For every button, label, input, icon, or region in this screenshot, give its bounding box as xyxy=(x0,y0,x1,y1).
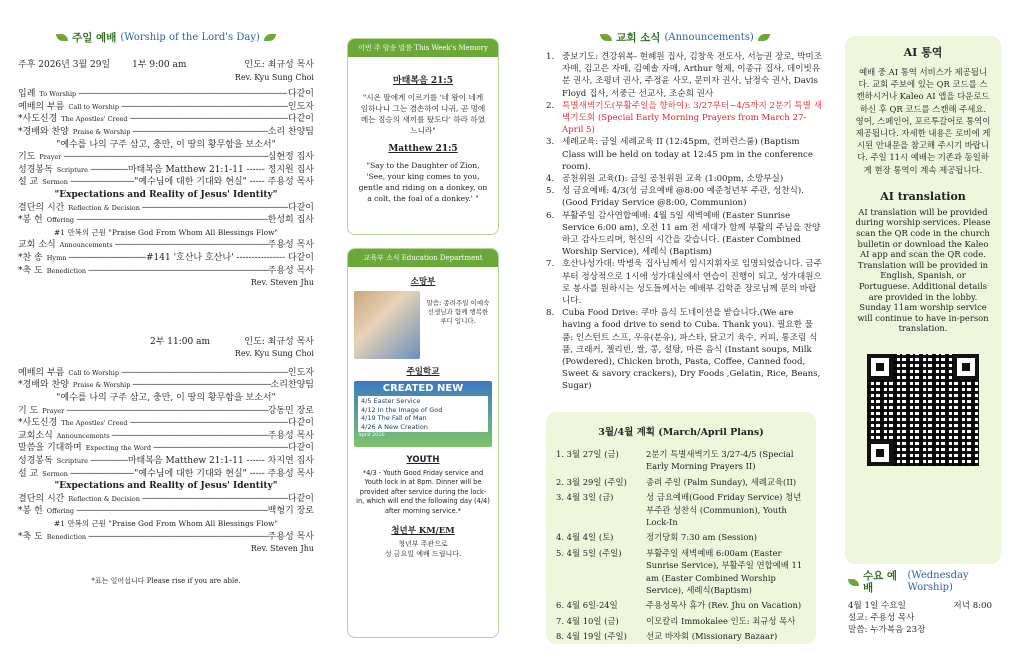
program-label-en: Sermon xyxy=(42,178,68,187)
poster-items xyxy=(358,396,488,432)
announcements-title-ko: 교회 소식 xyxy=(616,32,661,44)
announcement-text: 공천위원 교육(I): 금일 공천위원 교육 (1:00pm, 소망부실) xyxy=(562,174,784,185)
education-header: 교육부 소식 Education Department xyxy=(348,249,498,267)
program-rows xyxy=(18,202,314,227)
program-label-en: Offering xyxy=(46,507,75,516)
benediction-en: Rev. Steven Jhu xyxy=(250,544,314,554)
plan-date: 6. 4월 6일-24일 xyxy=(556,600,618,611)
program-label: *찬 송 xyxy=(18,252,43,263)
plans-panel xyxy=(546,412,816,644)
program-label-en: To Worship xyxy=(39,90,77,99)
program-person: 다같이 xyxy=(287,202,314,213)
program-label: *축 도 xyxy=(18,531,43,542)
program-person: 심현정 집사 xyxy=(267,152,314,163)
program-label-en: Benediction xyxy=(46,532,87,541)
wednesday-preacher: 설교: 주용성 목사 xyxy=(848,613,915,623)
announcements-list xyxy=(546,51,824,393)
program-person: 한성희 집사 xyxy=(267,215,314,226)
program-row xyxy=(18,455,314,468)
plan-date: 4. 4월 4일 (토) xyxy=(556,532,614,543)
program-row xyxy=(18,176,314,189)
benediction-en: Rev. Steven Jhu xyxy=(250,278,314,288)
program-label-en: Praise & Worship xyxy=(72,381,131,390)
leader-dots xyxy=(142,202,288,215)
program-row xyxy=(18,265,314,278)
plan-text: 부활주일 새벽예배 6:00am (Easter Sunrise Service), 부활주일 연합예배 11 am (Easter Combined Worship Service), 세례식(Baptism) xyxy=(646,547,803,596)
qr-code[interactable] xyxy=(867,354,979,466)
program-person: 다같이 xyxy=(287,418,314,429)
program-label: 결단의 시간 xyxy=(18,202,65,213)
program-row xyxy=(18,126,314,139)
ai-text-en: AI translation will be provided during worship services. Please scan the QR code in the church bulletin or download the Kaleo AI app and scan the QR code. Translation will be provided in English, Spanish, or Portuguese. Additional details are provided in the lobby. Sunday 11am worship service will continue to have in-person translation. xyxy=(855,206,991,334)
announcement-text: 세례교육: 금일 세례교육 II (12:45pm, 컨퍼런스룸) (Baptism Class will be held on today at 12:45 pm in the conference room). xyxy=(562,137,813,172)
program-person: 인도자 xyxy=(287,367,314,378)
worship-header xyxy=(18,30,314,45)
program-person: 다같이 xyxy=(287,114,314,125)
program-label-en: Announcements xyxy=(59,241,113,250)
plan-text: 종려 주일 (Palm Sunday), 세례교육(II) xyxy=(646,476,797,487)
memory-verse-card xyxy=(347,38,499,235)
leaf-icon xyxy=(758,34,770,41)
service-leader-en: Rev. Kyu Sung Choi xyxy=(234,72,314,82)
announcement-text: Cuba Food Drive: 쿠바 음식 도네이션을 받습니다.(We are having a food drive to send to Cuba. Thank you). 필요한 물품: 인스턴트 스프, 우유(분유), 파스타, 닭고기 육수, 커피, 통조림 식품, 크래커, 젤리빈, 쌀, 콩, 설탕, 마른 음식 (Instant soups, Milk (Powdered), Chicken broth, Pasta, Coffee, Canned food, Sweet & savory crackers), Dry Foods ,Gelatin, Rice, Beans, Sugar) xyxy=(562,308,821,392)
wednesday-header xyxy=(848,570,1008,594)
program-label: 예배의 부름 xyxy=(18,101,65,112)
ai-text-ko: 예배 중 AI 통역 서비스가 제공됩니다. 교회 주보에 있는 QR 코드를 스캔하시거나 Kaleo AI 앱을 다운로드하신 후 QR 코드를 스캔해 주세요. 영어, 스페인어, 포르투갈어로 통역이 제공됩니다. 자세한 내용은 로비에 게시된 안내문을 참고해 주시기 바랍니다. 주일 11시 예배는 기존과 동일하게 현장 통역이 계속 제공됩니다. xyxy=(855,67,991,175)
program-label: *봉 헌 xyxy=(18,215,43,226)
announcement-item xyxy=(546,307,824,392)
program-label: 교회소식 xyxy=(18,430,53,441)
program-label: *경배와 찬양 xyxy=(18,126,69,137)
program-label: 기 도 xyxy=(18,405,39,416)
announcement-number: 7. xyxy=(546,259,555,270)
plan-item xyxy=(556,547,806,597)
program-label: 입례 xyxy=(18,89,36,100)
program-person: 다같이 xyxy=(287,493,314,504)
poster-item: 4/5 Easter Service xyxy=(361,397,421,405)
offering-song: #1 만복의 근원 "Praise God From Whom All Blessings Flow" xyxy=(54,227,278,237)
education-card xyxy=(347,248,499,638)
plan-item xyxy=(556,491,806,528)
program-rows xyxy=(18,405,314,481)
announcement-number: 8. xyxy=(546,308,555,319)
program-label: *축 도 xyxy=(18,265,43,276)
leader-dots xyxy=(153,442,288,455)
program-row xyxy=(18,531,314,544)
worship-column xyxy=(18,30,314,650)
plan-text: 선교 바자회 (Missionary Bazaar) xyxy=(646,631,778,642)
program-row xyxy=(18,417,314,430)
wednesday-time: 저녁 8:00 xyxy=(953,601,992,611)
plans-title: 3월/4월 계획 (March/April Plans) xyxy=(598,427,764,438)
verse-text-en: "Say to the Daughter of Zion, 'See, your king comes to you, gentle and riding on a donkey, on a colt, the foal of a donkey.' " xyxy=(358,161,488,203)
youth-title: YOUTH xyxy=(406,455,440,465)
program-row xyxy=(18,239,314,252)
worship-song: "예수를 나의 구주 삼고, 충만, 이 땅의 황무함을 보소서" xyxy=(56,139,276,150)
program-label-en: Announcements xyxy=(56,431,110,440)
program-label-en: Hymn xyxy=(46,253,67,262)
program-row xyxy=(18,468,314,481)
program-row xyxy=(18,113,314,126)
program-label-en: The Apostles' Creed xyxy=(61,419,128,428)
poster-title: CREATED NEW xyxy=(382,383,464,394)
program-person: 주용성 목사 xyxy=(267,430,314,441)
program-person: 백형기 장로 xyxy=(267,506,314,517)
sunday-school-title: 주일학교 xyxy=(406,367,440,377)
program-row xyxy=(18,367,314,380)
announcements-column xyxy=(546,30,824,393)
service-date: 주후 2026년 3월 29일 xyxy=(18,60,111,70)
leader-dots xyxy=(88,531,268,544)
leader-dots xyxy=(88,265,268,278)
plan-date: 3. 4월 3일 (금) xyxy=(556,492,614,503)
leader-dots xyxy=(121,367,288,380)
somang-block xyxy=(348,287,498,359)
program-label-en: Sermon xyxy=(42,469,68,478)
announcement-number: 4. xyxy=(546,174,555,185)
poster-item: 4/19 The Fall of Man xyxy=(361,414,427,423)
wednesday-scripture: 말씀: 누가복음 23장 xyxy=(848,625,926,635)
program-person: 소리 찬양팀 xyxy=(267,126,314,137)
poster-footer: April 2026 xyxy=(358,432,385,439)
program-person: 주용성 목사 xyxy=(267,265,314,276)
program-rows xyxy=(18,367,314,392)
announcement-text: 호산나성가대: 박병욱 집사님께서 임시지휘자로 임명되었습니다. 금주부터 정상적으로 1시에 성가대실에서 연습이 진행이 되고, 성가대원으로 봉사를 원하시는 성도들께서는 예배부 김학준 장로님께 문의 바랍니다. xyxy=(562,259,823,307)
plan-date: 5. 4월 5일 (주일) xyxy=(556,547,622,558)
program-person: 마태복음 Matthew 21:1-11 ------ 정지원 집사 xyxy=(127,164,314,175)
program-label: 결단의 시간 xyxy=(18,493,65,504)
plan-date: 2. 3월 29일 (주일) xyxy=(556,476,627,487)
youth-text: *4/3 - Youth Good Friday service and Youth lock in at 8pm. Dinner will be provided after service during the lock-in, which will end the following day (4/4) after morning service.* xyxy=(356,469,490,515)
leader-dots xyxy=(68,252,146,265)
announcements-header xyxy=(546,30,824,45)
program-label-en: Scripture xyxy=(56,457,88,466)
announcement-text: 중보기도: 견강위복- 현혜원 집사, 김창욱 전도사, 서능권 장로, 박미조 자매, 김고은 자매, 김예솔 자매, Arthur 형제, 이종규 집사, 데이빗유분 권사, 조평녀 권사, 주정윤 사모, 문미자 권사, 남정숙 권사, Davis Floyd 집사, 서중근 선교사, 조순희 권사 xyxy=(562,52,822,99)
plan-text: 주용성목사 휴가 (Rev. Jhu on Vacation) xyxy=(646,600,802,611)
leader-dots xyxy=(66,405,267,418)
wednesday-title-ko: 수요 예배 xyxy=(862,570,898,594)
worship-title-en: (Worship of the Lord's Day) xyxy=(120,32,260,43)
plan-date: 8. 4월 19일 (주일) xyxy=(556,631,627,642)
plans-list xyxy=(546,438,816,643)
program-label-en: Expecting the Word xyxy=(85,444,152,453)
program-label-en: Scripture xyxy=(56,165,88,174)
announcement-text: 특별새벽기도(부활주일을 향하여): 3/27부터~4/5까지 2분기 특별 새벽기도회 (Special Early Morning Prayers from March 27-April 5) xyxy=(562,100,822,136)
program-label: 교회 소식 xyxy=(18,240,56,251)
program-person: "예수님에 대한 기대와 현실" ----- 주용성 목사 xyxy=(134,468,314,479)
program-label: *봉 헌 xyxy=(18,506,43,517)
announcement-item xyxy=(546,185,824,209)
program-row xyxy=(18,151,314,164)
leader-dots xyxy=(115,239,268,252)
program-row xyxy=(18,252,314,265)
ai-title-en: AI translation xyxy=(880,189,966,203)
somang-photo xyxy=(354,291,420,359)
program-label: *사도신경 xyxy=(18,114,58,125)
wednesday-block xyxy=(848,570,1008,636)
leader-dots xyxy=(76,214,268,227)
service-time: 2부 11:00 am xyxy=(150,336,210,347)
program-label: *경배와 찬양 xyxy=(18,380,69,391)
program-row xyxy=(18,505,314,518)
program-label-en: Benediction xyxy=(46,266,87,275)
service-time: 1부 9:00 am xyxy=(132,60,187,70)
first-service-line xyxy=(18,59,314,72)
announcement-item xyxy=(546,51,824,100)
sermon-title-en: "Expectations and Reality of Jesus' Identity" xyxy=(54,189,278,200)
plan-text: 성 금요예배(Good Friday Service) 청년부주관 성찬식 (Communion), Youth Lock-In xyxy=(646,492,802,528)
leader-dots xyxy=(70,468,134,481)
plan-date: 1. 3월 27일 (금) xyxy=(556,449,619,459)
program-rows xyxy=(18,151,314,189)
program-rows xyxy=(18,88,314,138)
program-row xyxy=(18,430,314,443)
program-label-en: Call to Worship xyxy=(68,368,120,377)
program-person: #141 '호산나 호산나' ---------------- 다같이 xyxy=(145,252,314,263)
verse-text-ko: "시온 딸에게 이르기를 '네 왕이 네게 임하나니 그는 겸손하여 나귀, 곧 멍에 메는 짐승의 새끼를 탔도다' 하라 하였느니라" xyxy=(360,93,486,135)
qr-finder xyxy=(953,354,979,380)
leader-dots xyxy=(112,430,268,443)
leader-dots xyxy=(90,164,128,177)
leader-dots xyxy=(142,493,288,506)
service-leader-en: Rev. Kyu Sung Choi xyxy=(234,349,314,359)
program-label-en: Reflection & Decision xyxy=(68,494,140,503)
announcement-item xyxy=(546,136,824,173)
program-label-en: The Apostles' Creed xyxy=(61,115,128,124)
qr-finder xyxy=(867,354,893,380)
leader-dots xyxy=(78,88,288,101)
leader-dots xyxy=(121,101,288,114)
somang-text: 말씀: 종려주일 이예숙 선생님과 함께 행복한 루디 입니다. xyxy=(426,299,490,325)
plan-text: 2분기 특별새벽기도 3/27-4/5 (Special Early Morning Prayers II) xyxy=(646,449,794,472)
plan-item xyxy=(556,630,806,642)
program-row xyxy=(18,164,314,177)
program-person: 주용성 목사 xyxy=(267,240,314,251)
program-row xyxy=(18,379,314,392)
km-em-text-1: 청년부 주관으로 xyxy=(398,540,448,549)
plan-item xyxy=(556,615,806,627)
program-label: 기도 xyxy=(18,152,36,163)
program-label-en: Call to Worship xyxy=(68,102,120,111)
leaf-icon xyxy=(56,34,68,41)
plan-item xyxy=(556,448,806,473)
announcement-item xyxy=(546,210,824,259)
leader-dots xyxy=(132,379,270,392)
program-rows xyxy=(18,239,314,277)
announcement-number: 6. xyxy=(546,210,555,221)
qr-finder xyxy=(867,440,893,466)
plan-item xyxy=(556,599,806,611)
plan-item xyxy=(556,531,806,543)
footnote: *표는 일어섭니다 Please rise if you are able. xyxy=(91,576,241,585)
verse-ref-ko: 마태복음 21:5 xyxy=(392,76,454,86)
worship-title-ko: 주일 예배 xyxy=(72,32,117,44)
leaf-icon xyxy=(264,34,276,41)
second-service-line xyxy=(18,336,314,349)
announcement-item xyxy=(546,100,824,137)
sunday-school-poster xyxy=(354,381,492,447)
announcement-number: 5. xyxy=(546,186,555,197)
leader-dots xyxy=(63,151,267,164)
km-em-title: 청년부 KM/EM xyxy=(391,526,455,537)
leader-dots xyxy=(76,505,268,518)
program-label-en: Praise & Worship xyxy=(72,127,131,136)
somang-title: 소망부 xyxy=(410,277,436,287)
program-label: 예배의 부름 xyxy=(18,367,65,378)
announcement-item xyxy=(546,173,824,185)
program-person: 주용성 목사 xyxy=(267,531,314,542)
announcement-text: 부활주일 감사연합예배: 4월 5일 새벽예배 (Easter Sunrise Service 6:00 am), 오전 11 am 전 세대가 함께 부활의 주님을 찬양하고 감사드리며, 헌신의 시간을 갖습니다. (Easter Combined Worship Service), 세례식 (Baptism) xyxy=(562,210,821,258)
program-person: "예수님에 대한 기대와 현실" ----- 주용성 목사 xyxy=(134,177,314,188)
ai-translation-panel xyxy=(845,36,1001,564)
wednesday-date-row xyxy=(848,600,1008,612)
program-person: 다같이 xyxy=(287,89,314,100)
program-person: 소리찬양팀 xyxy=(270,380,314,391)
km-em-text-2: 성 금요일 예배 드립니다. xyxy=(384,550,462,559)
poster-item: 4/12 In the Image of God xyxy=(361,405,443,414)
leader-dots xyxy=(90,455,128,468)
program-row xyxy=(18,202,314,215)
verse-ref-en: Matthew 21:5 xyxy=(388,144,458,154)
second-service xyxy=(18,336,314,556)
program-row xyxy=(18,101,314,114)
memory-verse-header: 이번 주 암송 말씀 This Week's Memory Verse xyxy=(348,39,498,57)
plan-text: 이모칼리 Immokalee 인도: 최규성 목사 xyxy=(646,615,796,626)
plan-text: 정기당회 7:30 am (Session) xyxy=(646,532,758,543)
announcements-title-en: (Announcements) xyxy=(664,32,754,43)
program-row xyxy=(18,493,314,506)
announcement-number: 3. xyxy=(546,137,555,148)
program-row xyxy=(18,405,314,418)
program-label: 성경봉독 xyxy=(18,164,53,175)
program-row xyxy=(18,442,314,455)
program-label: 성경봉독 xyxy=(18,456,53,467)
announcement-number: 1. xyxy=(546,52,555,62)
plan-date: 7. 4월 10일 (금) xyxy=(556,615,619,626)
sermon-title-en: "Expectations and Reality of Jesus' Identity" xyxy=(54,481,278,492)
first-service xyxy=(18,59,314,290)
announcement-number: 2. xyxy=(546,100,555,111)
worship-song: "예수를 나의 구주 삼고, 충만, 이 땅의 황무함을 보소서" xyxy=(56,393,276,404)
ai-title-ko: AI 통역 xyxy=(903,46,943,59)
leader-dots xyxy=(129,113,287,126)
program-row xyxy=(18,88,314,101)
program-label-en: Prayer xyxy=(39,153,62,162)
announcement-text: 성 금요예배: 4/3(성 금요예배 @8:00 예준청년부 주관, 성찬식). (Good Friday Service @8:00, Communion) xyxy=(562,186,804,209)
leaf-icon xyxy=(848,579,859,586)
program-person: 다같이 xyxy=(287,443,314,454)
leader-dots xyxy=(70,176,134,189)
program-row xyxy=(18,214,314,227)
program-person: 마태복음 Matthew 21:1-11 ------ 차지연 집사 xyxy=(127,456,314,467)
program-label-en: Offering xyxy=(46,216,75,225)
program-label: *사도신경 xyxy=(18,418,58,429)
wednesday-title-en: (Wednesday Worship) xyxy=(907,570,969,593)
leader-dots xyxy=(132,126,267,139)
program-label: 설 교 xyxy=(18,468,39,479)
wednesday-date: 4월 1일 수요일 xyxy=(848,601,906,611)
program-label: 말씀을 기대하며 xyxy=(18,443,82,454)
leaf-icon xyxy=(600,34,612,41)
announcement-item xyxy=(546,258,824,307)
offering-song: #1 만복의 근원 "Praise God From Whom All Blessings Flow" xyxy=(54,519,278,528)
program-rows xyxy=(18,493,314,518)
program-person: 인도자 xyxy=(287,101,314,112)
service-leader: 인도: 최규성 목사 xyxy=(244,60,314,70)
program-rows xyxy=(18,531,314,544)
leader-dots xyxy=(129,417,287,430)
program-label-en: Reflection & Decision xyxy=(68,203,140,212)
program-label-en: Prayer xyxy=(42,406,65,415)
service-leader: 인도: 최규성 목사 xyxy=(244,336,314,347)
plan-item xyxy=(556,476,806,488)
program-label: 설 교 xyxy=(18,177,39,188)
poster-item: 4/26 A New Creation xyxy=(361,422,428,431)
program-person: 강동민 장로 xyxy=(267,405,314,416)
